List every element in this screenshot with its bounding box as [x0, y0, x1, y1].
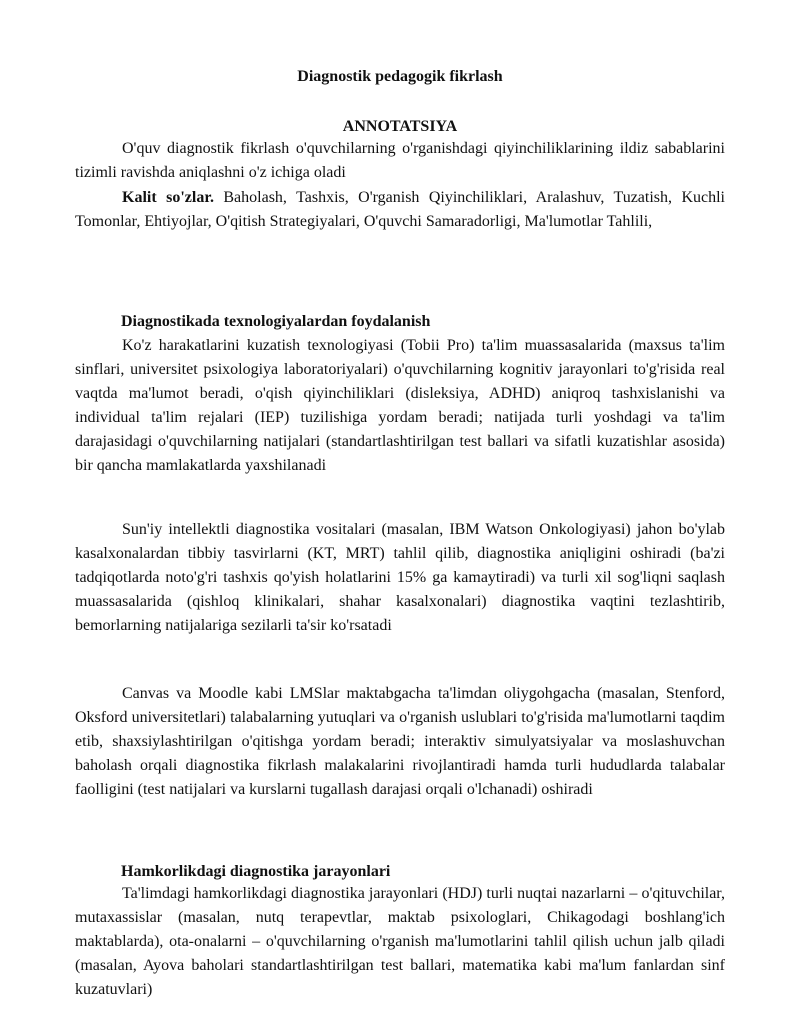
annotation-text: O'quv diagnostik fikrlash o'quvchilarning o'rganishdagi qiyinchiliklarining ildiz sabablarini tizimli ravishda aniqlashni o'z ichiga oladi: [75, 140, 725, 181]
section1-paragraph-3: Canvas va Moodle kabi LMSlar maktabgacha ta'limdan oliygohgacha (masalan, Stenford, Oksford universitetlari) talabalarning yutuqlari va o'rganish uslublari to'g'risida ma'lumotlarni taqdim etib, shaxsiylashtirilgan o'qitishga yordam beradi; interaktiv simulyatsiyalar va moslashuvchan baholash orqali diagnostika fikrlash malakalarini rivojlantiradi hamda turli hududlarda talabalar faolligini (test natijalari va kurslarni tugallash darajasi orqali o'lchanadi) oshiradi: [75, 685, 725, 798]
section-heading-technology: Diagnostikada texnologiyalardan foydalanish: [121, 313, 431, 330]
keywords-text: Baholash, Tashxis, O'rganish Qiyinchiliklari, Aralashuv, Tuzatish, Kuchli Tomonlar, Ehtiyojlar, O'qitish Strategiyalari, O'quvchi Samaradorligi, Ma'lumotlar Tahlili,: [75, 189, 725, 230]
keywords-label: Kalit so'zlar.: [122, 189, 214, 206]
document-title: Diagnostik pedagogik fikrlash: [297, 68, 503, 85]
section1-paragraph-1: Ko'z harakatlarini kuzatish texnologiyasi (Tobii Pro) ta'lim muassasalarida (maxsus ta'lim sinflari, universitet psixologiya laboratoriyalari) o'quvchilarning kognitiv jarayonlari to'g'risida real vaqtda ma'lumot beradi, o'qish qiyinchiliklari (disleksiya, ADHD) aniqroq tashxislanishi va individual ta'lim rejalari (IEP) tuzilishiga yordam beradi; natijada turli yoshdagi va ta'lim darajasidagi o'quvchilarning natijalari (standartlashtirilgan test ballari va sifatli kuzatishlar asosida) bir qancha mamlakatlarda yaxshilanadi: [75, 337, 725, 474]
section2-paragraph-1: Ta'limdagi hamkorlikdagi diagnostika jarayonlari (HDJ) turli nuqtai nazarlarni – o'qituvchilar, mutaxassislar (masalan, nutq terapevtlar, maktab psixologlari, Chikagodagi boshlang'ich maktablarda), ota-onalarni – o'quvchilarning o'rganish ma'lumotlarini tahlil qilish uchun jalb qiladi (masalan, Ayova baholari standartlashtirilgan test ballari, matematika kabi ma'lum fanlardan sinf kuzatuvlari): [75, 885, 725, 998]
annotation-heading: ANNOTATSIYA: [342, 118, 458, 135]
keywords-paragraph: [75, 186, 725, 234]
section-heading-collaboration: Hamkorlikdagi diagnostika jarayonlari: [121, 863, 391, 880]
section1-paragraph-2: Sun'iy intellektli diagnostika vositalari (masalan, IBM Watson Onkologiyasi) jahon bo'ylab kasalxonalardan tibbiy tasvirlarni (KT, MRT) tahlil qilib, diagnostika aniqligini oshiradi (ba'zi tadqiqotlarda noto'g'ri tashxis qo'yish holatlarini 15% ga kamaytiradi) va turli xil sog'liqni saqlash muassasalarida (qishloq klinikalari, shahar kasalxonalari) diagnostika vaqtini tezlashtirib, bemorlarning natijalariga sezilarli ta'sir ko'rsatadi: [75, 521, 725, 634]
